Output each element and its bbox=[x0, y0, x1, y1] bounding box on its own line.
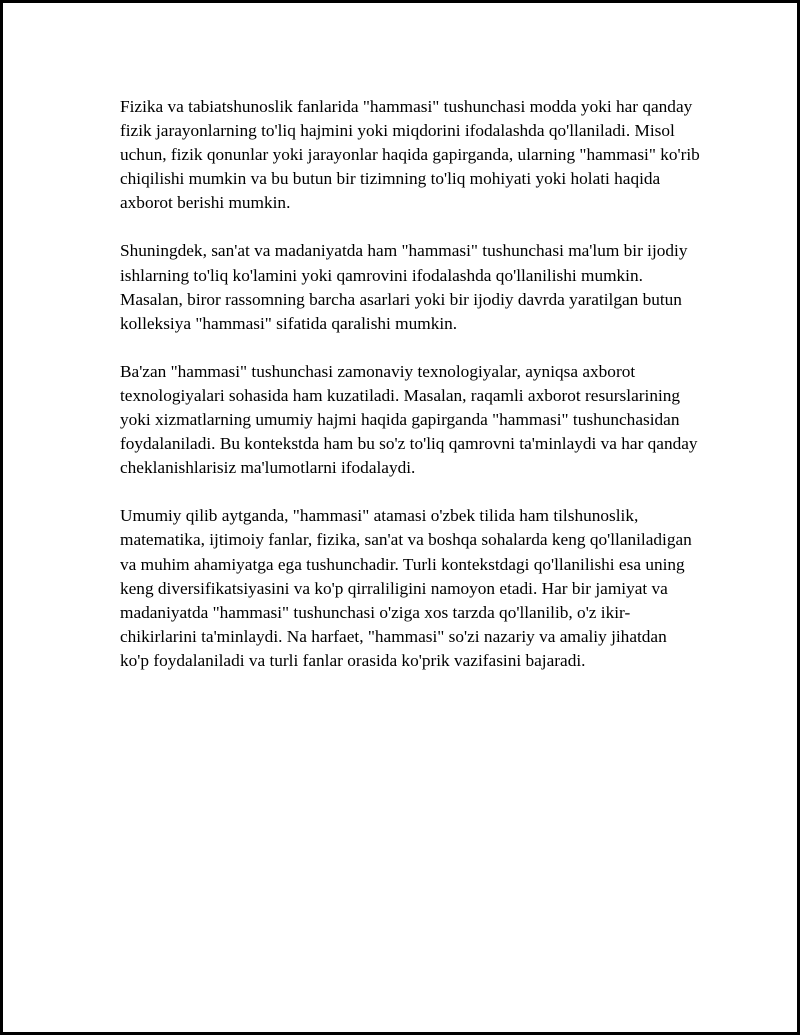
paragraph-3: Ba'zan "hammasi" tushunchasi zamonaviy texnologiyalar, ayniqsa axborot texnologiyalari sohasida ham kuzatiladi. Masalan, raqamli axborot resurslarining yoki xizmatlarning umumiy hajmi haqida gapirganda "hammasi" tushunchasidan foydalaniladi. Bu kontekstda ham bu so'z to'liq qamrovni ta'minlaydi va har qanday cheklanishlarisiz ma'lumotlarni ifodalaydi. bbox=[120, 361, 698, 478]
paragraph-1: Fizika va tabiatshunoslik fanlarida "hammasi" tushunchasi modda yoki har qanday fizik jarayonlarning to'liq hajmini yoki miqdorini ifodalashda qo'llaniladi. Misol uchun, fizik qonunlar yoki jarayonlar haqida gapirganda, ularning "hammasi" ko'rib chiqilishi mumkin va bu butun bir tizimning to'liq mohiyati yoki holati haqida axborot berishi mumkin. bbox=[120, 97, 700, 213]
document-body bbox=[120, 95, 700, 673]
paragraph-4: Umumiy qilib aytganda, "hammasi" atamasi o'zbek tilida ham tilshunoslik, matematika, ijtimoiy fanlar, fizika, san'at va boshqa sohalarda keng qo'llaniladigan va muhim ahamiyatga ega tushunchadir. Turli kontekstdagi qo'llanilishi esa uning keng diversifikatsiyasini va ko'p qirraliligini namoyon etadi. Har bir jamiyat va madaniyatda "hammasi" tushunchasi o'ziga xos tarzda qo'llanilib, o'z ikir-chikirlarini ta'minlaydi. Na harfaet, "hammasi" so'zi nazariy va amaliy jihatdan ko'p foydalaniladi va turli fanlar orasida ko'prik vazifasini bajaradi. bbox=[120, 506, 692, 670]
paragraph-2: Shuningdek, san'at va madaniyatda ham "hammasi" tushunchasi ma'lum bir ijodiy ishlarning to'liq ko'lamini yoki qamrovini ifodalashda qo'llanilishi mumkin. Masalan, biror rassomning barcha asarlari yoki bir ijodiy davrda yaratilgan butun kolleksiya "hammasi" sifatida qaralishi mumkin. bbox=[120, 241, 688, 333]
